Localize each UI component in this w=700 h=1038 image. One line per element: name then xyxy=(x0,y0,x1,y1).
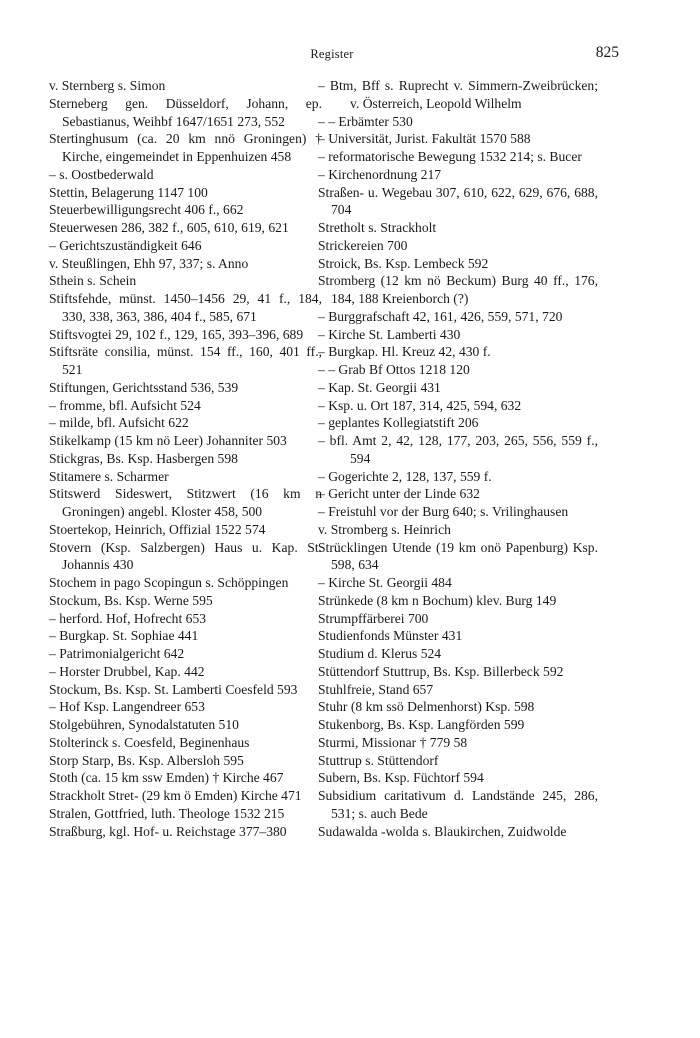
index-entry: Steuerwesen 286, 382 f., 605, 610, 619, 621 xyxy=(49,220,289,235)
index-entry: – Gogerichte 2, 128, 137, 559 f. xyxy=(318,468,492,484)
index-entry: Stoertekop, Heinrich, Offizial 1522 574 xyxy=(49,521,266,537)
index-entry: Stiftsräte consilia, münst. 154 ff., 160, 401 ff., 521 xyxy=(49,344,322,377)
index-entry: Sudawalda -wolda s. Blaukirchen, Zuidwolde xyxy=(318,823,567,839)
index-entry: Stuhlfreie, Stand 657 xyxy=(318,681,434,697)
index-entry: Stromberg (12 km nö Beckum) Burg 40 ff., 176, 184, 188 Kreienborch (?) xyxy=(318,273,598,306)
index-entry: Stitswerd Sideswert, Stitzwert (16 km n Groningen) angebl. Kloster 458, 500 xyxy=(49,486,322,519)
index-entry: Subsidium caritativum d. Landstände 245, 286, 531; s. auch Bede xyxy=(318,788,598,821)
index-entry: Sturmi, Missionar † 779 58 xyxy=(318,734,468,750)
index-entry: – Burgkap. Hl. Kreuz 42, 430 f. xyxy=(318,344,491,360)
index-entry: – Gerichtszuständigkeit 646 xyxy=(49,237,202,253)
index-entry: – Gericht unter der Linde 632 xyxy=(318,486,480,502)
index-entry: Studienfonds Münster 431 xyxy=(318,628,463,644)
index-entry: Stertinghusum (ca. 20 km nnö Groningen) † Kirche, eingemeindet in Eppenhuizen 458 xyxy=(49,131,322,164)
index-entry: – – Grab Bf Ottos 1218 120 xyxy=(318,362,470,377)
index-entry: Stiftsvogtei 29, 102 f., 129, 165, 393–396, 689 xyxy=(49,326,304,342)
index-entry: – Universität, Jurist. Fakultät 1570 588 xyxy=(318,131,531,147)
index-entry: – Btm, Bff s. Ruprecht v. Simmern-Zweibrücken; v. Österreich, Leopold Wilhelm xyxy=(318,78,598,111)
index-entry: – Burggrafschaft 42, 161, 426, 559, 571, 720 xyxy=(318,308,563,324)
index-entry: – herford. Hof, Hofrecht 653 xyxy=(49,610,207,626)
index-entry: Strickereien 700 xyxy=(318,237,408,253)
index-entry: Stikelkamp (15 km nö Leer) Johanniter 503 xyxy=(49,433,287,448)
index-entry: – Horster Drubbel, Kap. 442 xyxy=(49,663,205,679)
index-entry: – milde, bfl. Aufsicht 622 xyxy=(49,415,189,431)
index-entry: Stockum, Bs. Ksp. Werne 595 xyxy=(49,592,213,608)
index-entry: Stretholt s. Strackholt xyxy=(318,220,437,235)
index-entry: – bfl. Amt 2, 42, 128, 177, 203, 265, 556, 559 f., 594 xyxy=(318,433,598,466)
index-entry: Strackholt Stret- (29 km ö Emden) Kirche 471 xyxy=(49,788,302,803)
index-entry: Stitamere s. Scharmer xyxy=(49,468,169,484)
index-entry: – s. Oostbederwald xyxy=(49,166,154,182)
index-entry: Strücklingen Utende (19 km onö Papenburg) Ksp. 598, 634 xyxy=(318,539,598,573)
index-entry: Stroick, Bs. Ksp. Lembeck 592 xyxy=(318,255,489,271)
index-entry: Stiftsfehde, münst. 1450–1456 29, 41 f., 184, 330, 338, 363, 386, 404 f., 585, 671 xyxy=(49,291,322,324)
index-entry: Stolgebühren, Synodalstatuten 510 xyxy=(49,717,239,732)
index-entry: Stoth (ca. 15 km ssw Emden) † Kirche 467 xyxy=(49,770,284,786)
index-entry: – Ksp. u. Ort 187, 314, 425, 594, 632 xyxy=(318,397,522,413)
index-entry: Stolterinck s. Coesfeld, Beginenhaus xyxy=(49,734,250,750)
index-entry: v. Sternberg s. Simon xyxy=(49,78,166,93)
index-entry: – Kap. St. Georgii 431 xyxy=(318,379,441,395)
index-entry: Stickgras, Bs. Ksp. Hasbergen 598 xyxy=(49,450,238,466)
index-entry: Strumpffärberei 700 xyxy=(318,610,429,626)
index-column-right xyxy=(318,77,598,840)
index-entry: v. Steußlingen, Ehh 97, 337; s. Anno xyxy=(49,255,249,271)
page-number: 825 xyxy=(595,44,619,61)
index-entry: Strünkede (8 km n Bochum) klev. Burg 149 xyxy=(318,592,557,608)
index-entry: Stiftungen, Gerichtsstand 536, 539 xyxy=(49,379,239,395)
index-entry: – Kirchenordnung 217 xyxy=(318,166,442,182)
index-entry: Stockum, Bs. Ksp. St. Lamberti Coesfeld 593 xyxy=(49,681,298,697)
index-entry: – Freistuhl vor der Burg 640; s. Vrilinghausen xyxy=(318,504,569,519)
index-column-left xyxy=(49,77,322,840)
index-entry: Stettin, Belagerung 1147 100 xyxy=(49,184,208,200)
index-entry: Sterneberg gen. Düsseldorf, Johann, ep. Sebastianus, Weihbf 1647/1651 273, 552 xyxy=(49,95,322,129)
index-entry: v. Stromberg s. Heinrich xyxy=(318,521,451,537)
index-entry: Stuttrup s. Stüttendorf xyxy=(318,752,439,768)
index-entry: – geplantes Kollegiatstift 206 xyxy=(318,415,479,431)
index-entry: Stovern (Ksp. Salzbergen) Haus u. Kap. St. Johannis 430 xyxy=(49,539,322,573)
running-title: Register xyxy=(310,47,354,61)
index-entry: – Patrimonialgericht 642 xyxy=(49,646,185,661)
index-entry: Stochem in pago Scopingun s. Schöppingen xyxy=(49,575,289,590)
running-head xyxy=(0,44,700,66)
index-entry: Sthein s. Schein xyxy=(49,273,137,289)
index-entry: Straßen- u. Wegebau 307, 610, 622, 629, 676, 688, 704 xyxy=(318,184,598,218)
index-entry: Straßburg, kgl. Hof- u. Reichstage 377–380 xyxy=(49,823,287,839)
index-entry: Storp Starp, Bs. Ksp. Albersloh 595 xyxy=(49,752,244,768)
index-entry: Stuhr (8 km ssö Delmenhorst) Ksp. 598 xyxy=(318,699,535,715)
index-entry: Stralen, Gottfried, luth. Theologe 1532 215 xyxy=(49,805,285,821)
index-entry: Studium d. Klerus 524 xyxy=(318,646,442,661)
index-entry: – Burgkap. St. Sophiae 441 xyxy=(49,628,199,644)
index-entry: – reformatorische Bewegung 1532 214; s. Bucer xyxy=(318,149,582,164)
index-entry: Stukenborg, Bs. Ksp. Langförden 599 xyxy=(318,717,525,732)
index-entry: – Hof Ksp. Langendreer 653 xyxy=(49,699,205,715)
index-entry: – fromme, bfl. Aufsicht 524 xyxy=(49,397,201,413)
index-entry: – Kirche St. Georgii 484 xyxy=(318,575,452,590)
index-entry: – – Erbämter 530 xyxy=(318,113,413,129)
index-entry: – Kirche St. Lamberti 430 xyxy=(318,326,461,342)
index-entry: Stüttendorf Stuttrup, Bs. Ksp. Billerbeck 592 xyxy=(318,663,564,679)
index-entry: Steuerbewilligungsrecht 406 f., 662 xyxy=(49,202,244,218)
index-entry: Subern, Bs. Ksp. Füchtorf 594 xyxy=(318,770,484,786)
